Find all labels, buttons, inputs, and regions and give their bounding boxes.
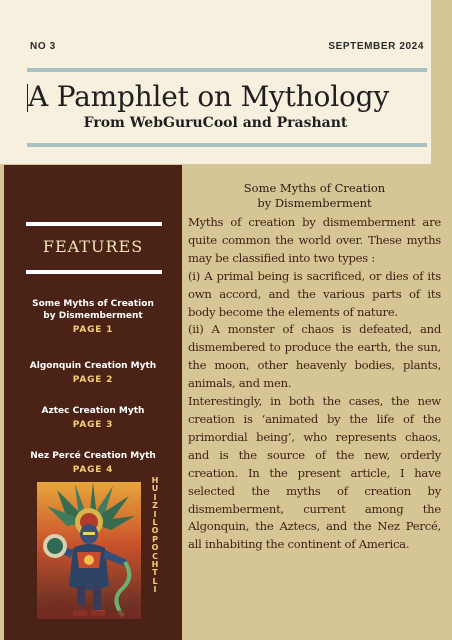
toc-item-title: Nez Percé Creation Myth — [30, 451, 156, 461]
toc-item-page: PAGE 3 — [72, 420, 114, 430]
issue-date: SEPTEMBER 2024 — [328, 41, 424, 52]
toc-item[interactable] — [4, 298, 182, 335]
article — [188, 181, 441, 554]
toc-item-page: PAGE 1 — [72, 325, 114, 335]
toc-item-page: PAGE 4 — [72, 465, 114, 475]
article-paragraph: (ii) A monster of chaos is defeated, and dismembered to produce the earth, the sun, the moon, other heavenly bodies, plants, animals, and men. — [188, 322, 441, 391]
toc-item-title: Algonquin Creation Myth — [29, 361, 157, 371]
toc-item[interactable] — [4, 360, 182, 385]
header-top-rule — [27, 68, 427, 72]
page-title: A Pamphlet on Mythology — [28, 80, 389, 113]
issue-number: NO 3 — [30, 41, 56, 52]
huitzilopochtli-illustration — [37, 482, 141, 619]
toc-item[interactable] — [4, 450, 182, 475]
article-title-line: by Dismemberment — [257, 196, 372, 210]
sidebar-bottom-rule — [26, 270, 162, 274]
toc-item[interactable] — [4, 405, 182, 430]
article-title — [188, 181, 441, 211]
sidebar-top-rule — [26, 222, 162, 226]
header-bottom-rule — [27, 143, 427, 147]
article-paragraph: Myths of creation by dismemberment are quite common the world over. These myths may be classified into two types : — [188, 215, 441, 265]
features-sidebar — [4, 165, 182, 640]
vertical-deity-name: H U I Z I L O P O C H T L I — [151, 476, 159, 595]
toc-item-title: Some Myths of Creation by Dismemberment — [32, 299, 154, 321]
article-paragraph: Interestingly, in both the cases, the new creation is ‘animated by the life of the primordial being’, who represents chaos, and is the source of the new, orderly creation. In the present article, I have selected the myths of creation by dismemberment, current among the Algonquin, the Aztecs, and the Nez Percé, all inhabiting the continent of America. — [188, 394, 441, 552]
toc-item-page: PAGE 2 — [72, 375, 114, 385]
article-paragraph: (i) A primal being is sacrificed, or dies of its own accord, and the various parts of its body become the elements of nature. — [188, 268, 441, 319]
toc-item-title: Aztec Creation Myth — [41, 406, 145, 416]
page-subtitle: From WebGuruCool and Prashant — [83, 115, 348, 131]
article-body — [188, 214, 441, 554]
header — [0, 0, 431, 164]
features-heading: FEATURES — [42, 237, 144, 256]
article-title-line: Some Myths of Creation — [243, 181, 386, 195]
